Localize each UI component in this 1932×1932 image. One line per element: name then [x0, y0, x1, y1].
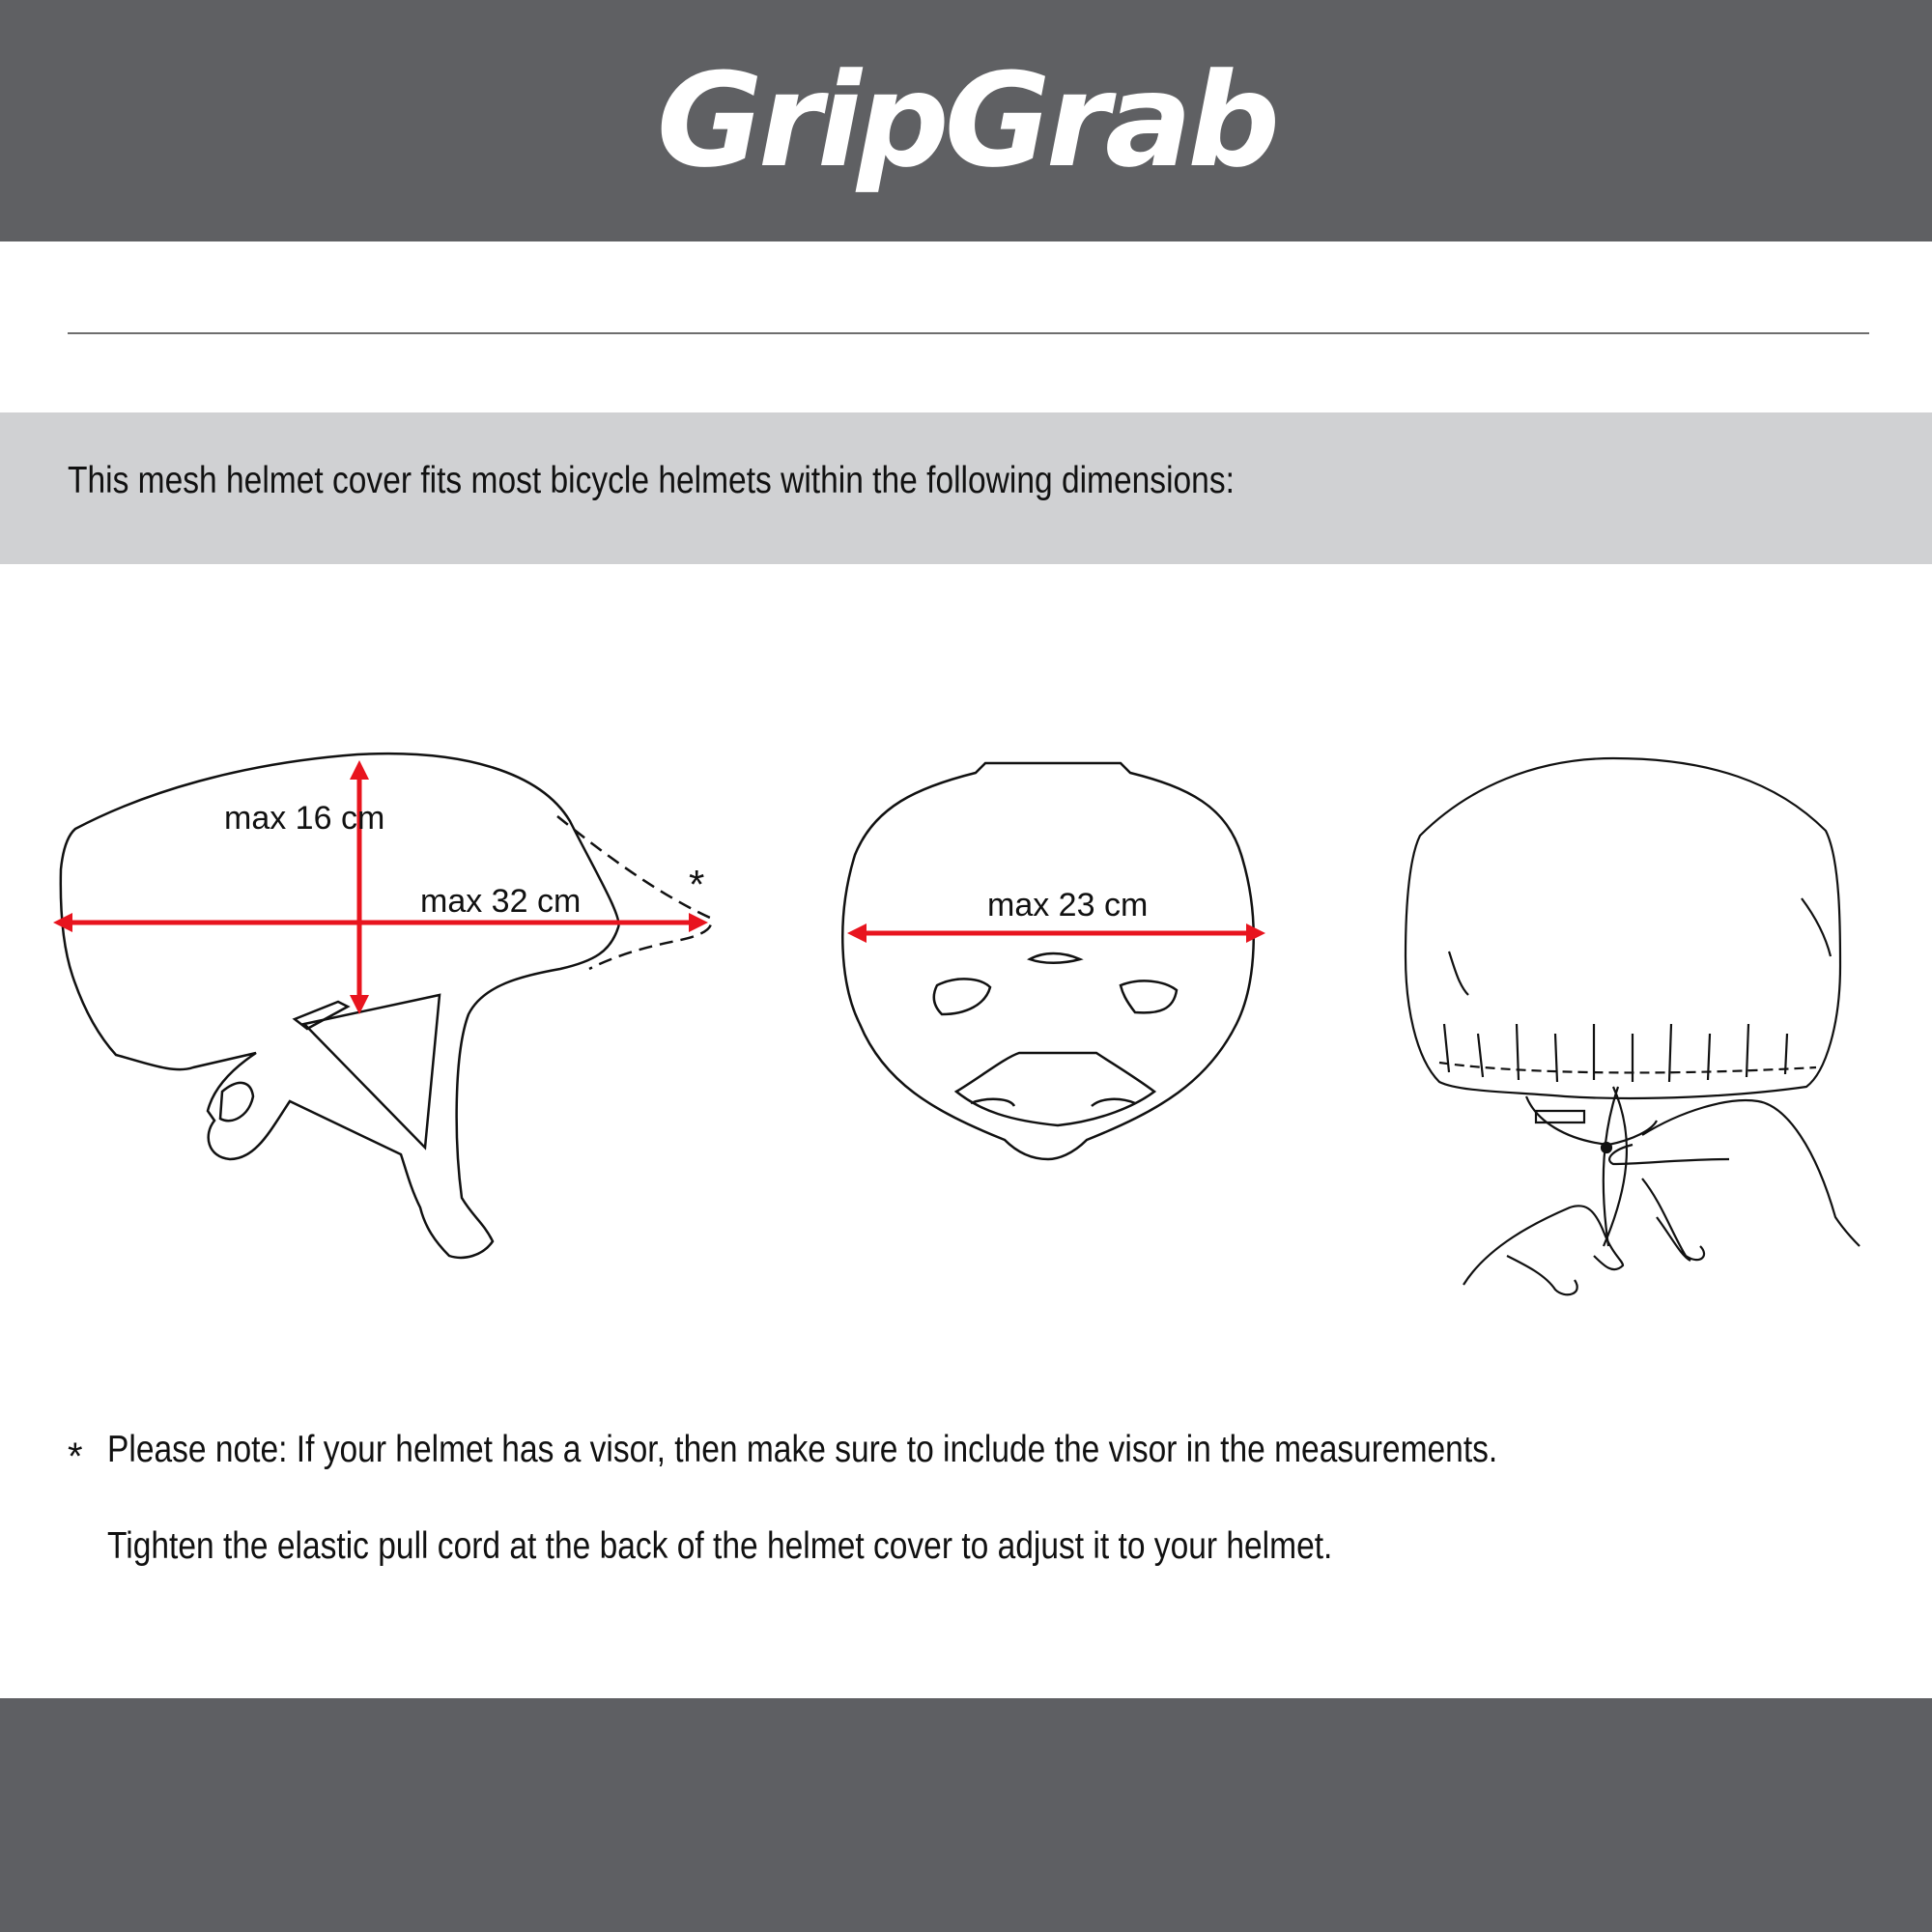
back-view-helmet [842, 763, 1253, 1159]
tighten-tip: Tighten the elastic pull cord at the back of the helmet cover to adjust it to your helmet. [107, 1525, 1333, 1567]
divider-line [68, 332, 1869, 334]
width-label: max 23 cm [987, 887, 1149, 923]
footer-bar [0, 1698, 1932, 1932]
fitted-cover-illustration [1406, 758, 1860, 1294]
height-label: max 16 cm [224, 800, 385, 837]
header-bar [0, 0, 1932, 242]
helmet-diagram [0, 676, 1932, 1352]
brand-logo: GripGrab [656, 45, 1276, 196]
note-asterisk: * [68, 1435, 83, 1478]
side-view-helmet [61, 753, 711, 1258]
visor-marker: * [689, 862, 705, 907]
visor-note: Please note: If your helmet has a visor, then make sure to include the visor in the measurements. [107, 1429, 1498, 1470]
intro-text: This mesh helmet cover fits most bicycle helmets within the following dimensions: [68, 460, 1235, 501]
length-label: max 32 cm [420, 883, 582, 920]
